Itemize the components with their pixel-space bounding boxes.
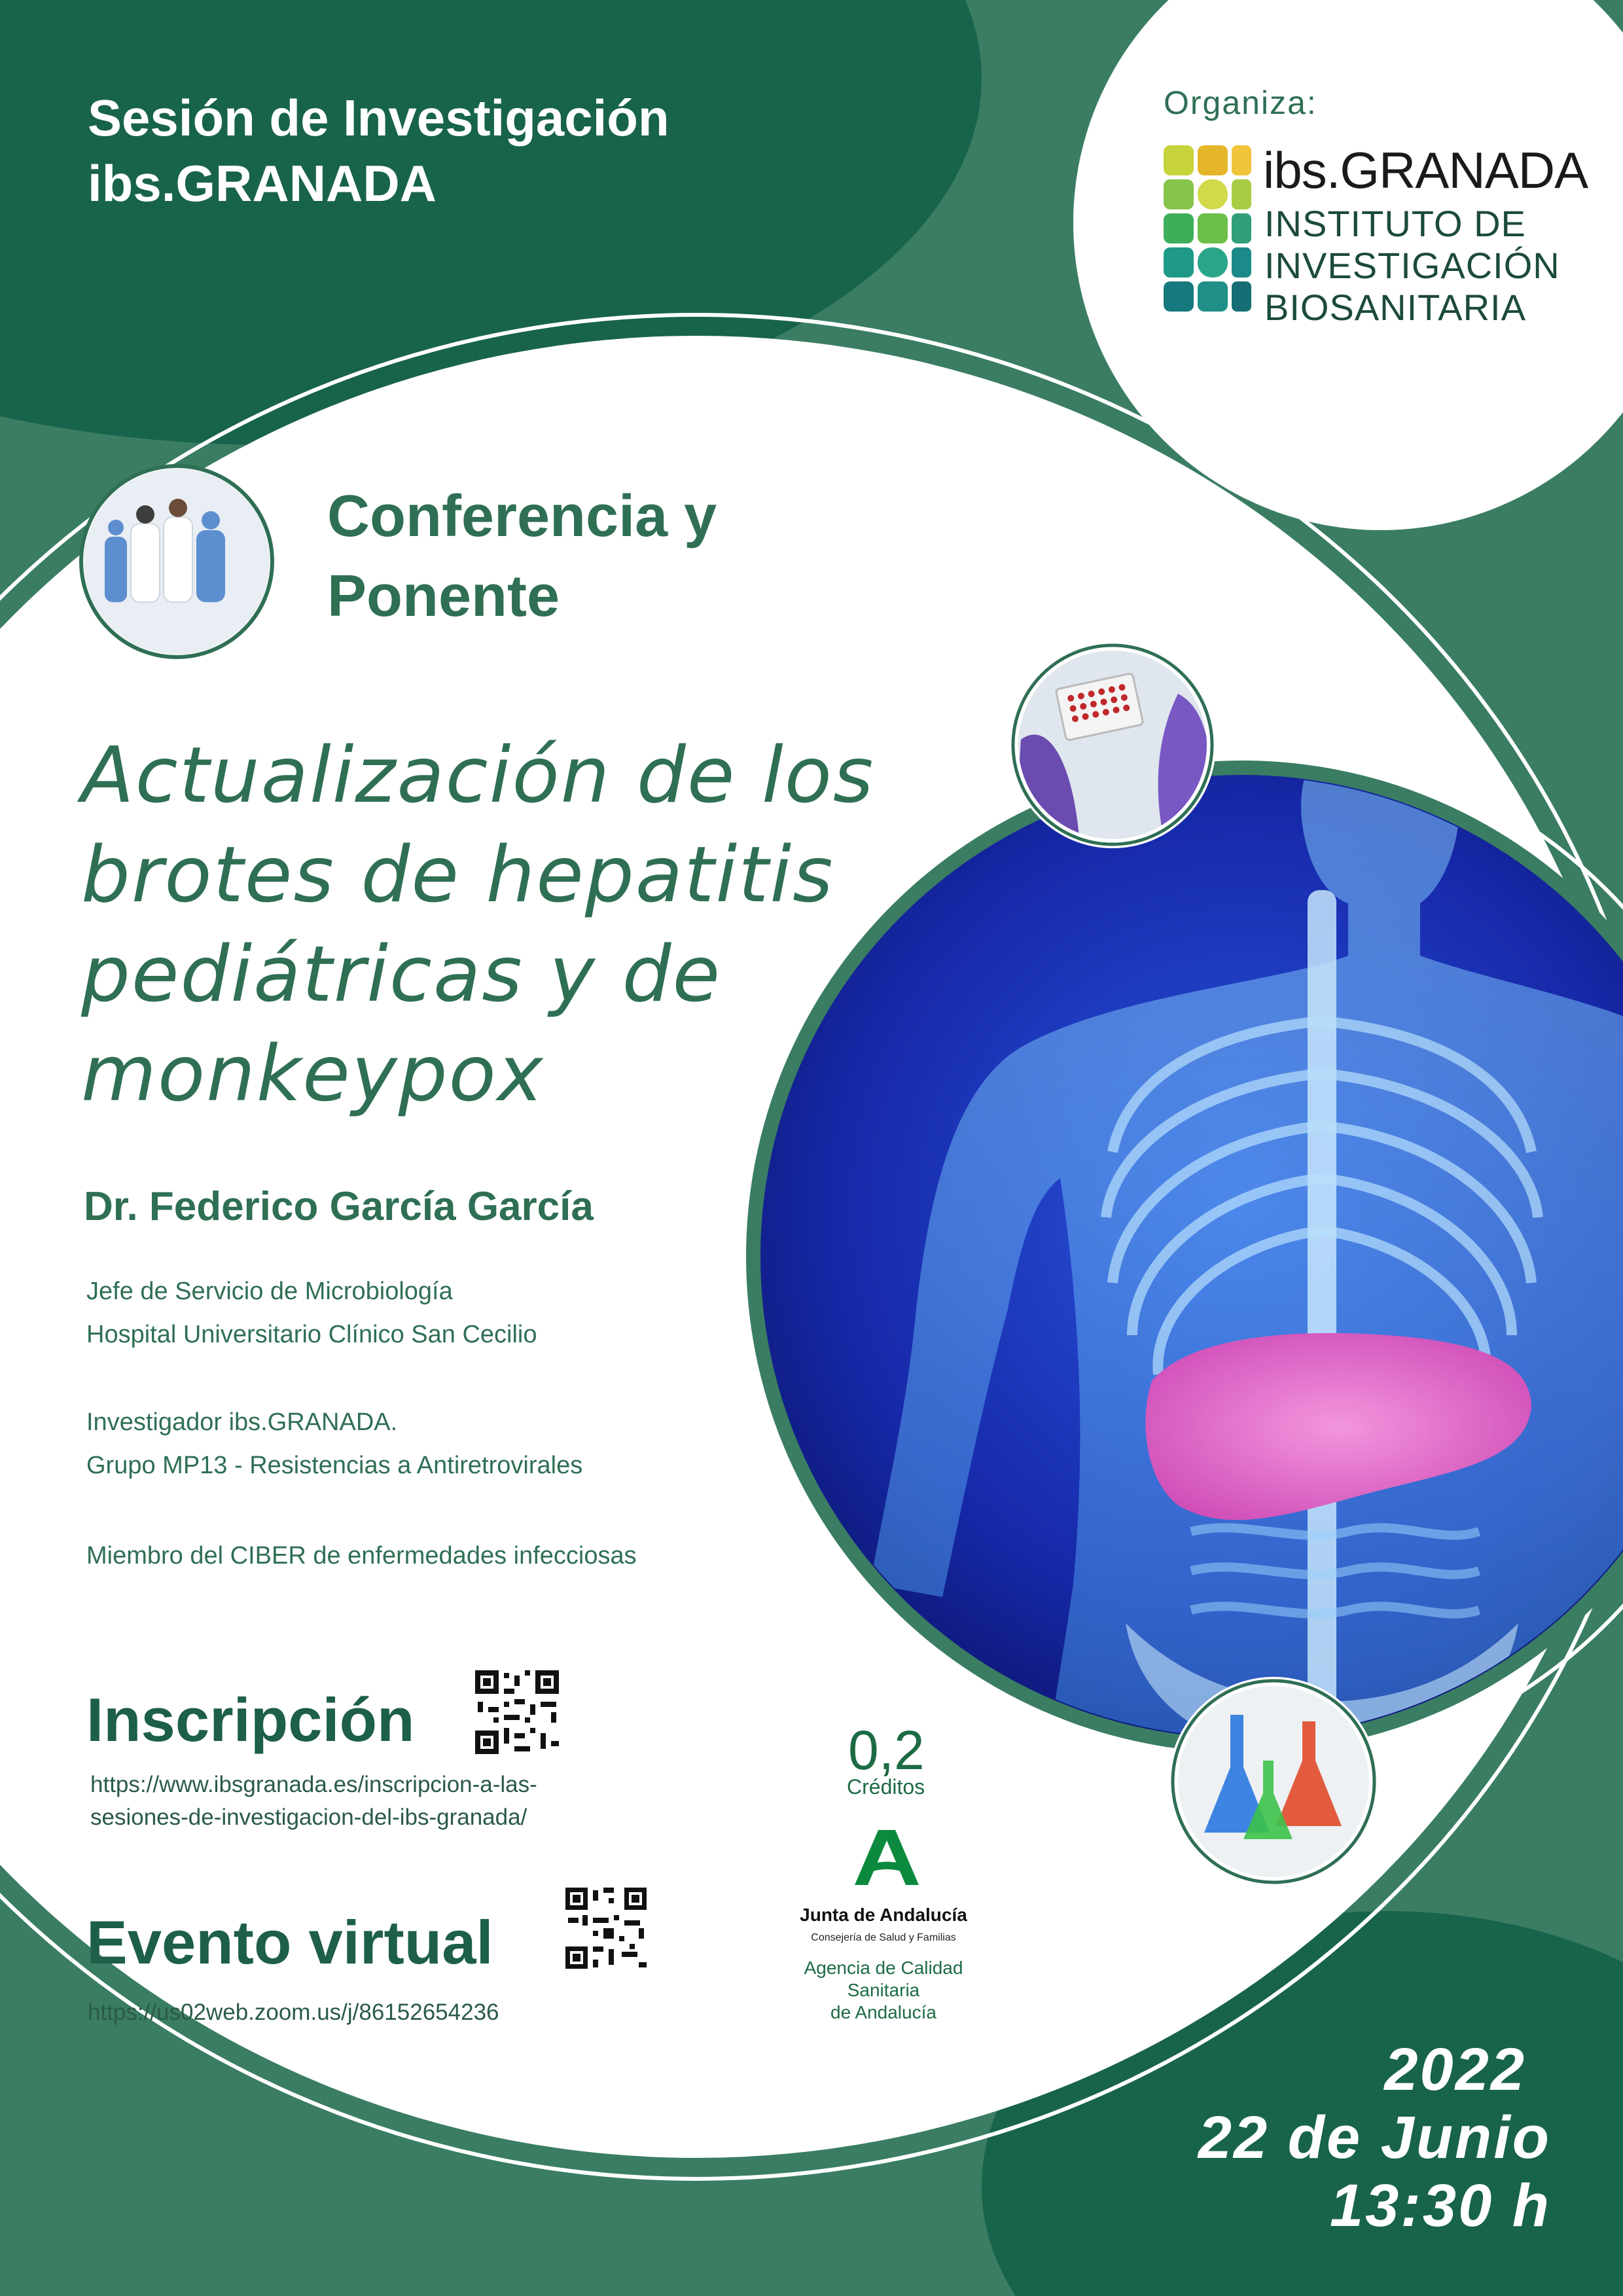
organizer-subtitle-line1: INSTITUTO DE xyxy=(1264,203,1526,244)
event-time: 13:30 h xyxy=(1329,2172,1551,2239)
organizer-name: ibs.GRANADA xyxy=(1263,141,1588,199)
organizer-subtitle-line2: INVESTIGACIÓN xyxy=(1264,245,1560,286)
talk-title-line3: pediátricas y de xyxy=(81,929,722,1019)
event-year: 2022 xyxy=(1384,2036,1526,2103)
section-title xyxy=(327,476,717,636)
accreditation-agency xyxy=(766,1957,1001,2024)
session-header xyxy=(88,85,669,216)
junta-andalucia-name: Junta de Andalucía xyxy=(800,1905,967,1925)
section-title-line2: Ponente xyxy=(327,564,560,629)
speaker-role-4: Grupo MP13 - Resistencias a Antiretrovirales xyxy=(86,1452,583,1479)
junta-department: Consejería de Salud y Familias xyxy=(811,1932,956,1943)
credits-value: 0,2 xyxy=(848,1719,925,1781)
talk-title-line4: monkeypox xyxy=(81,1028,544,1119)
qr-registration[interactable] xyxy=(473,1668,562,1757)
registration-url-line2[interactable]: sesiones-de-investigacion-del-ibs-granada/ xyxy=(90,1804,527,1830)
event-date: 22 de Junio xyxy=(1198,2104,1551,2171)
header-title-line1: Sesión de Investigación xyxy=(88,89,669,147)
organizer-subtitle xyxy=(1264,203,1560,329)
agency-line2: de Andalucía xyxy=(830,2002,936,2022)
ibs-granada-logo-icon xyxy=(1164,145,1251,312)
virtual-event-title: Evento virtual xyxy=(86,1908,493,1977)
organizer-label: Organiza: xyxy=(1164,84,1317,121)
organizer-subtitle-line3: BIOSANITARIA xyxy=(1264,287,1526,328)
section-title-line1: Conferencia y xyxy=(327,484,717,549)
speaker-role-5: Miembro del CIBER de enfermedades infecciosas xyxy=(86,1542,637,1570)
qr-virtual-event[interactable] xyxy=(563,1885,649,1971)
registration-url[interactable] xyxy=(90,1768,537,1834)
talk-title xyxy=(81,725,984,1123)
agency-line1: Agencia de Calidad Sanitaria xyxy=(804,1958,963,2000)
talk-title-line2: brotes de hepatitis xyxy=(81,829,834,920)
virtual-event-url[interactable]: https://us02web.zoom.us/j/86152654236 xyxy=(88,2000,499,2025)
credits-label: Créditos xyxy=(847,1775,925,1799)
registration-title: Inscripción xyxy=(86,1685,415,1754)
speaker-role-1: Jefe de Servicio de Microbiología xyxy=(86,1278,453,1305)
registration-url-line1[interactable]: https://www.ibsgranada.es/inscripcion-a-las- xyxy=(90,1772,537,1797)
header-title-line2: ibs.GRANADA xyxy=(88,154,437,212)
speaker-name: Dr. Federico García García xyxy=(84,1184,594,1229)
talk-title-line1: Actualización de los xyxy=(81,730,875,820)
speaker-role-3: Investigador ibs.GRANADA. xyxy=(86,1408,398,1436)
speaker-role-2: Hospital Universitario Clínico San Cecilio xyxy=(86,1321,537,1348)
